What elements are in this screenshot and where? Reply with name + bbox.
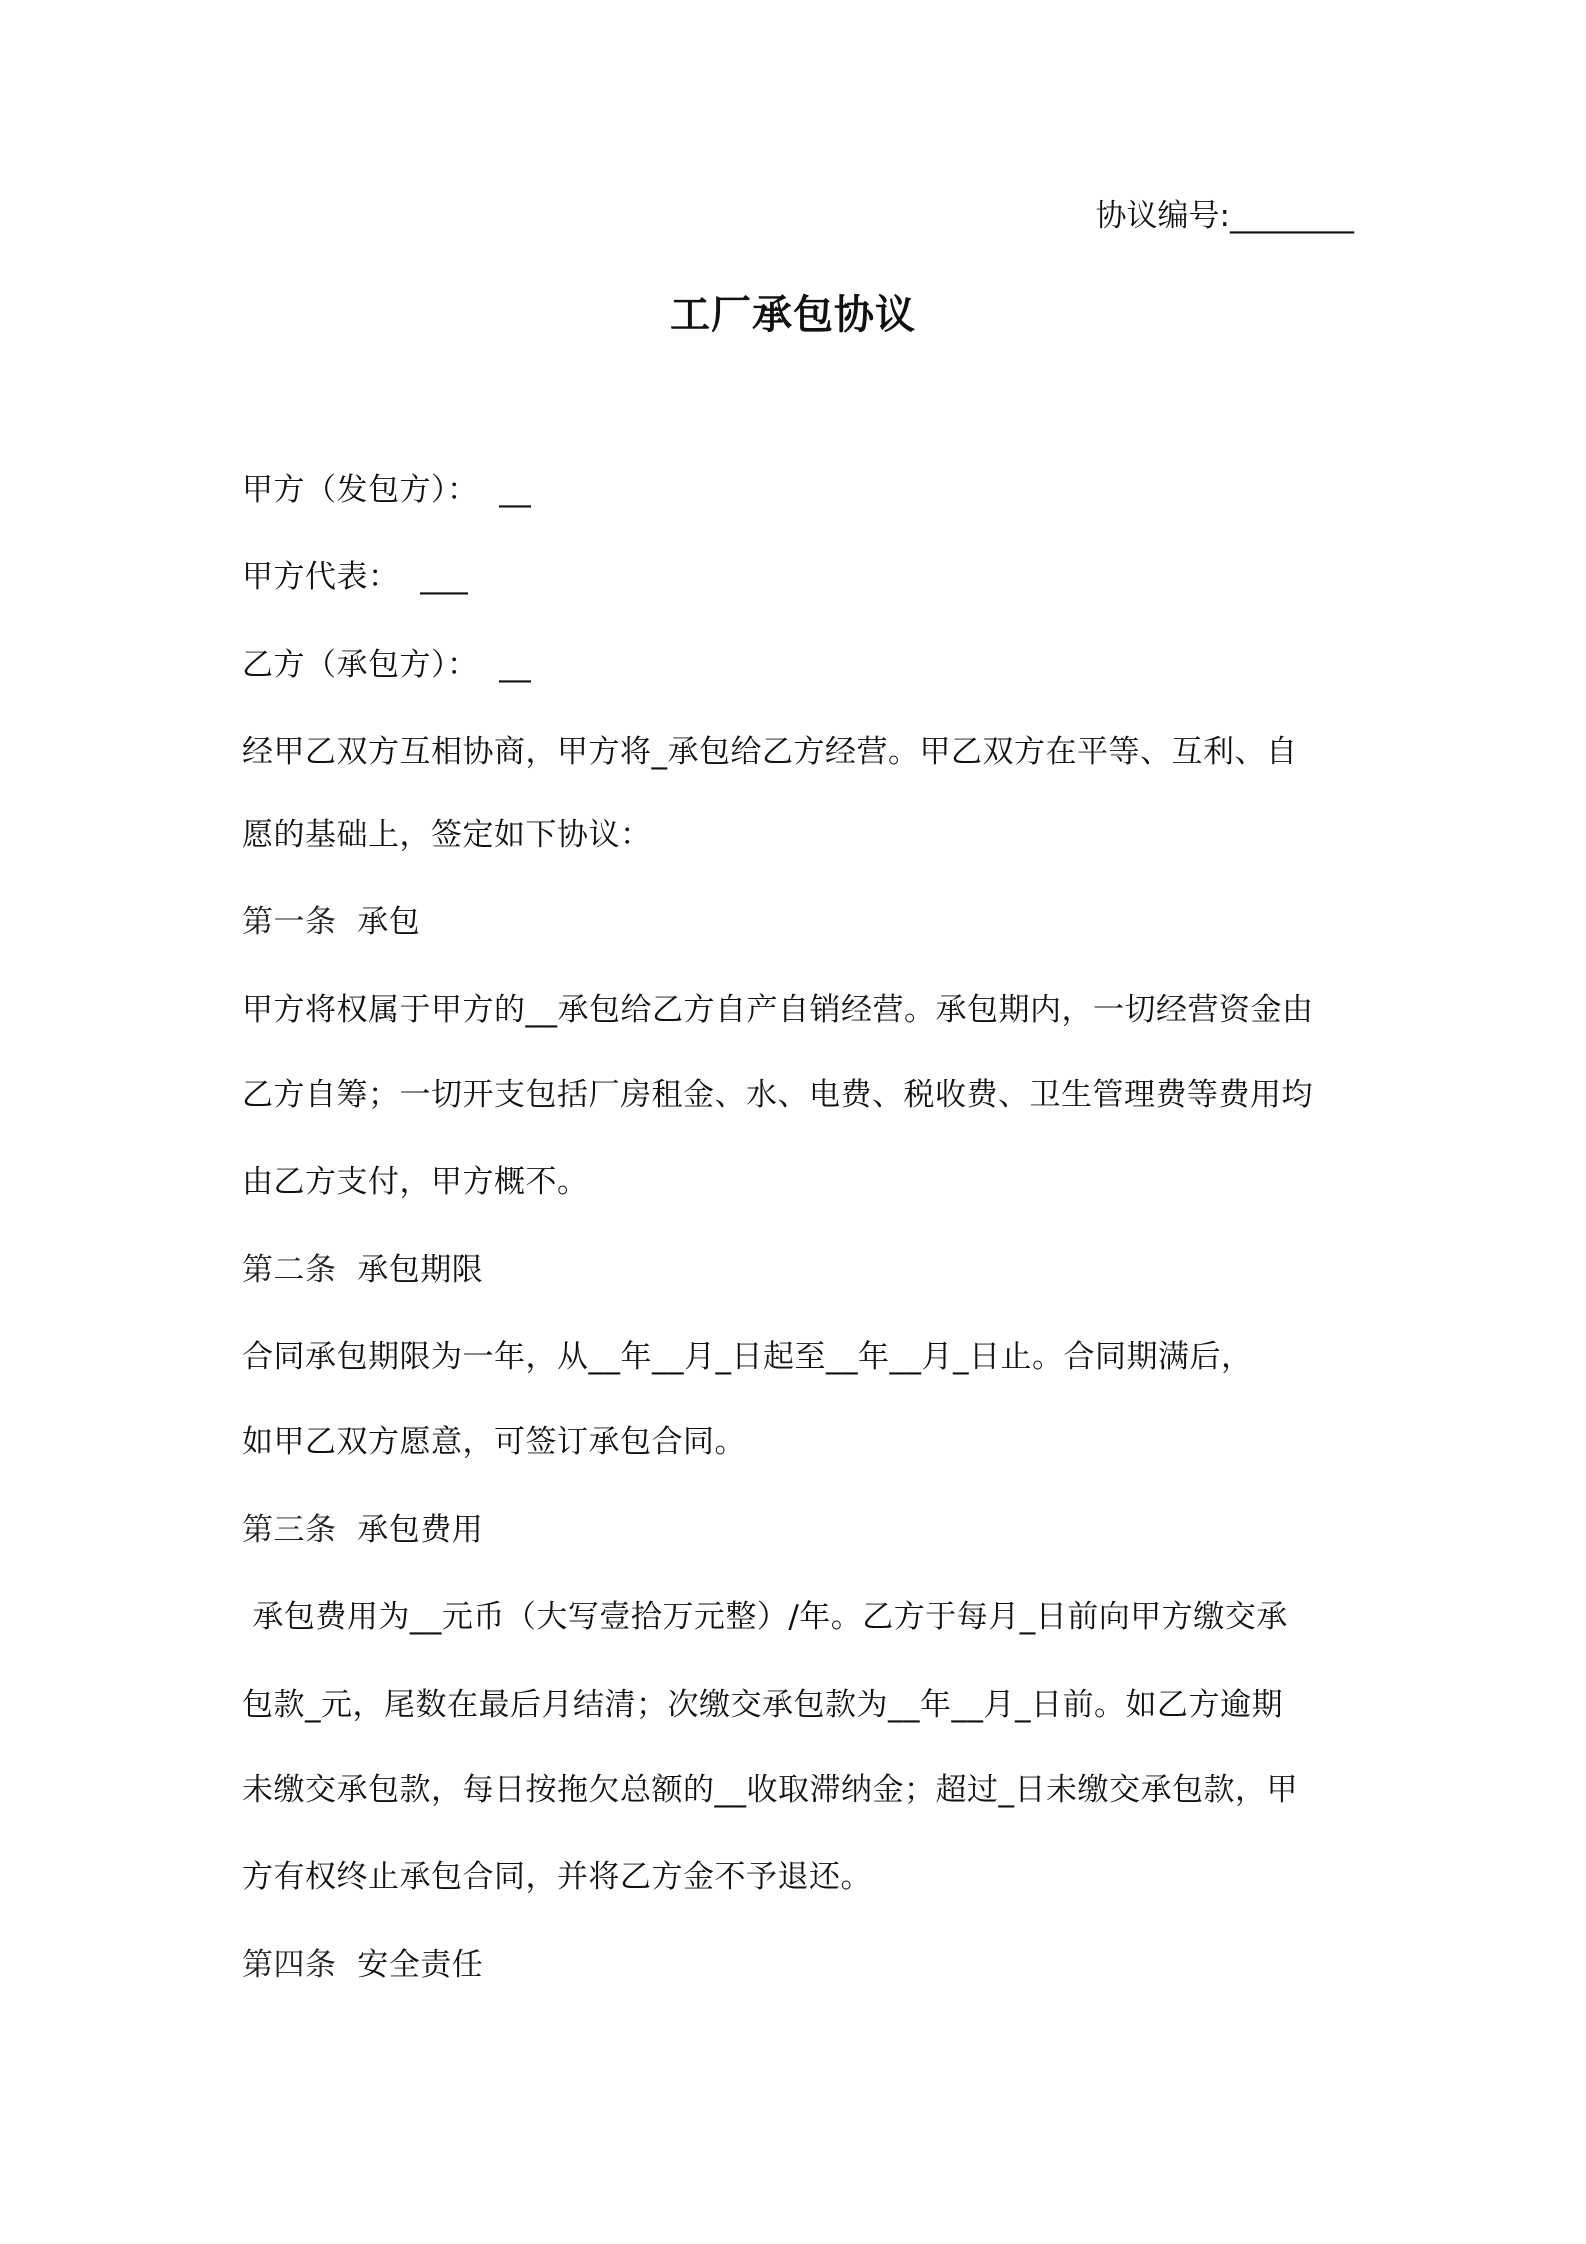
clause-3-line-3: 未缴交承包款，每日按拖欠总额的__收取滞纳金；超过_日未缴交承包款，甲 — [242, 1772, 1298, 1808]
clause-2-line-2: 如甲乙双方愿意，可签订承包合同。 — [242, 1424, 746, 1460]
clause-name: 承包 — [357, 904, 421, 940]
clause-heading-4 — [242, 1945, 483, 1985]
intro-line-2: 愿的基础上，签定如下协议： — [242, 817, 652, 853]
party-a-line: 甲方（发包方）： __ — [242, 472, 532, 508]
clause-3-line-2: 包款_元，尾数在最后月结清；次缴交承包款为__年__月_日前。如乙方逾期 — [242, 1687, 1283, 1723]
clause-name: 安全责任 — [357, 1947, 484, 1983]
clause-number: 第三条 — [242, 1512, 337, 1548]
clause-number: 第一条 — [242, 904, 337, 940]
clause-1-line-2: 乙方自筹；一切开支包括厂房租金、水、电费、税收费、卫生管理费等费用均 — [242, 1077, 1313, 1113]
clause-number: 第四条 — [242, 1947, 337, 1983]
clause-3-line-1: 承包费用为__元币（大写壹拾万元整）/年。乙方于每月_日前向甲方缴交承 — [242, 1599, 1288, 1635]
party-b-line: 乙方（承包方）： __ — [242, 647, 532, 683]
agreement-number: 协议编号:________ — [1095, 198, 1354, 234]
party-a-rep-line: 甲方代表： ___ — [242, 559, 469, 595]
clause-heading-3 — [242, 1510, 483, 1550]
document-title: 工厂承包协议 — [670, 292, 916, 338]
clause-heading-2 — [242, 1250, 483, 1290]
clause-name: 承包期限 — [357, 1252, 484, 1288]
clause-2-line-1: 合同承包期限为一年，从__年__月_日起至__年__月_日止。合同期满后， — [242, 1339, 1253, 1375]
clause-heading-1 — [242, 902, 420, 942]
clause-3-line-4: 方有权终止承包合同，并将乙方金不予退还。 — [242, 1859, 872, 1895]
clause-1-line-3: 由乙方支付，甲方概不。 — [242, 1164, 589, 1200]
clause-1-line-1: 甲方将权属于甲方的__承包给乙方自产自销经营。承包期内，一切经营资金由 — [242, 992, 1314, 1028]
clause-name: 承包费用 — [357, 1512, 484, 1548]
clause-number: 第二条 — [242, 1252, 337, 1288]
intro-line-1: 经甲乙双方互相协商，甲方将_承包给乙方经营。甲乙双方在平等、互利、自 — [242, 734, 1298, 770]
